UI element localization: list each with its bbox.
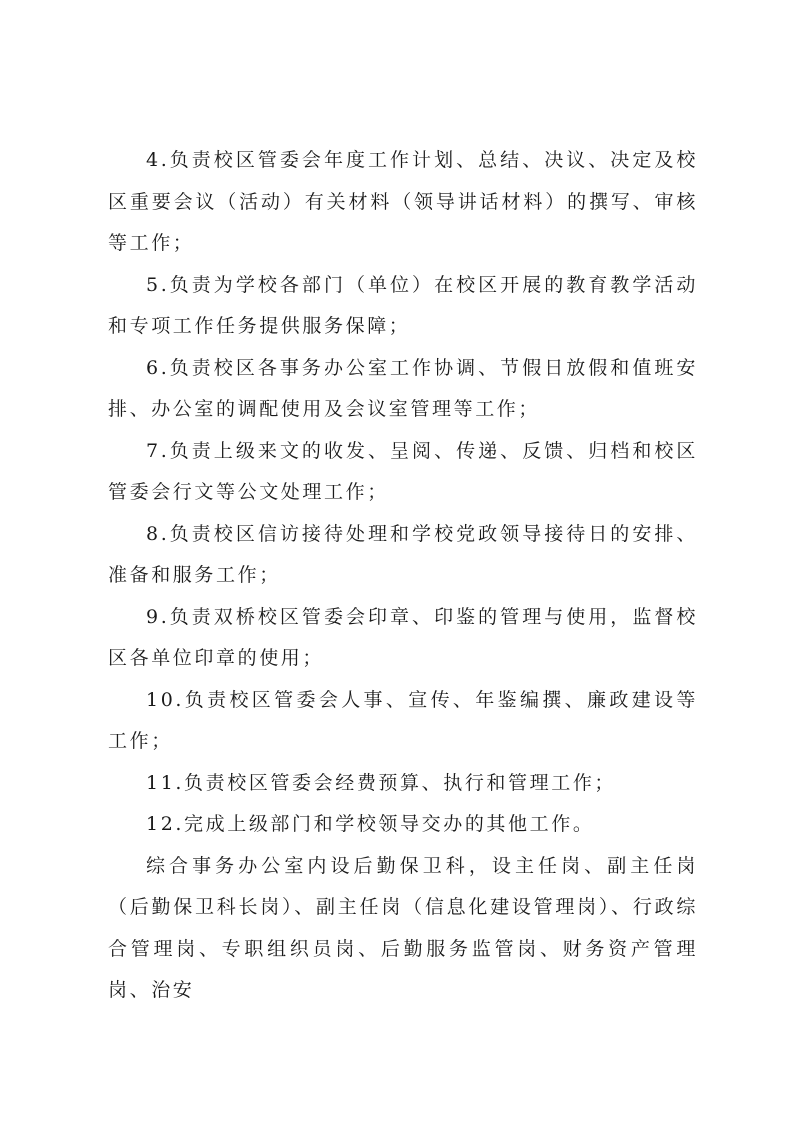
paragraph-item-7: 7.负责上级来文的收发、呈阅、传递、反馈、归档和校区管委会行文等公文处理工作； [108, 439, 698, 503]
paragraph-item-6: 6.负责校区各事务办公室工作协调、节假日放假和值班安排、办公室的调配使用及会议室管理等工作； [108, 356, 698, 420]
paragraph-item-9: 9.负责双桥校区管委会印章、印鉴的管理与使用，监督校区各单位印章的使用； [108, 605, 698, 669]
paragraph-item-5: 5.负责为学校各部门（单位）在校区开展的教育教学活动和专项工作任务提供服务保障； [108, 273, 698, 337]
paragraph-item-8: 8.负责校区信访接待处理和学校党政领导接待日的安排、准备和服务工作； [108, 522, 698, 586]
paragraph-item-12: 12.完成上级部门和学校领导交办的其他工作。 [146, 813, 595, 835]
paragraph-item-11: 11.负责校区管委会经费预算、执行和管理工作； [146, 771, 617, 794]
paragraph-item-10: 10.负责校区管委会人事、宣传、年鉴编撰、廉政建设等工作； [108, 688, 698, 752]
document-body [108, 140, 698, 1012]
paragraph-item-4: 4.负责校区管委会年度工作计划、总结、决议、决定及校区重要会议（活动）有关材料（领导讲话材料）的撰写、审核等工作； [108, 149, 698, 254]
paragraph-office-structure: 综合事务办公室内设后勤保卫科，设主任岗、副主任岗（后勤保卫科长岗）、副主任岗（信息化建设管理岗）、行政综合管理岗、专职组织员岗、后勤服务监管岗、财务资产管理岗、治安 [108, 854, 698, 1001]
